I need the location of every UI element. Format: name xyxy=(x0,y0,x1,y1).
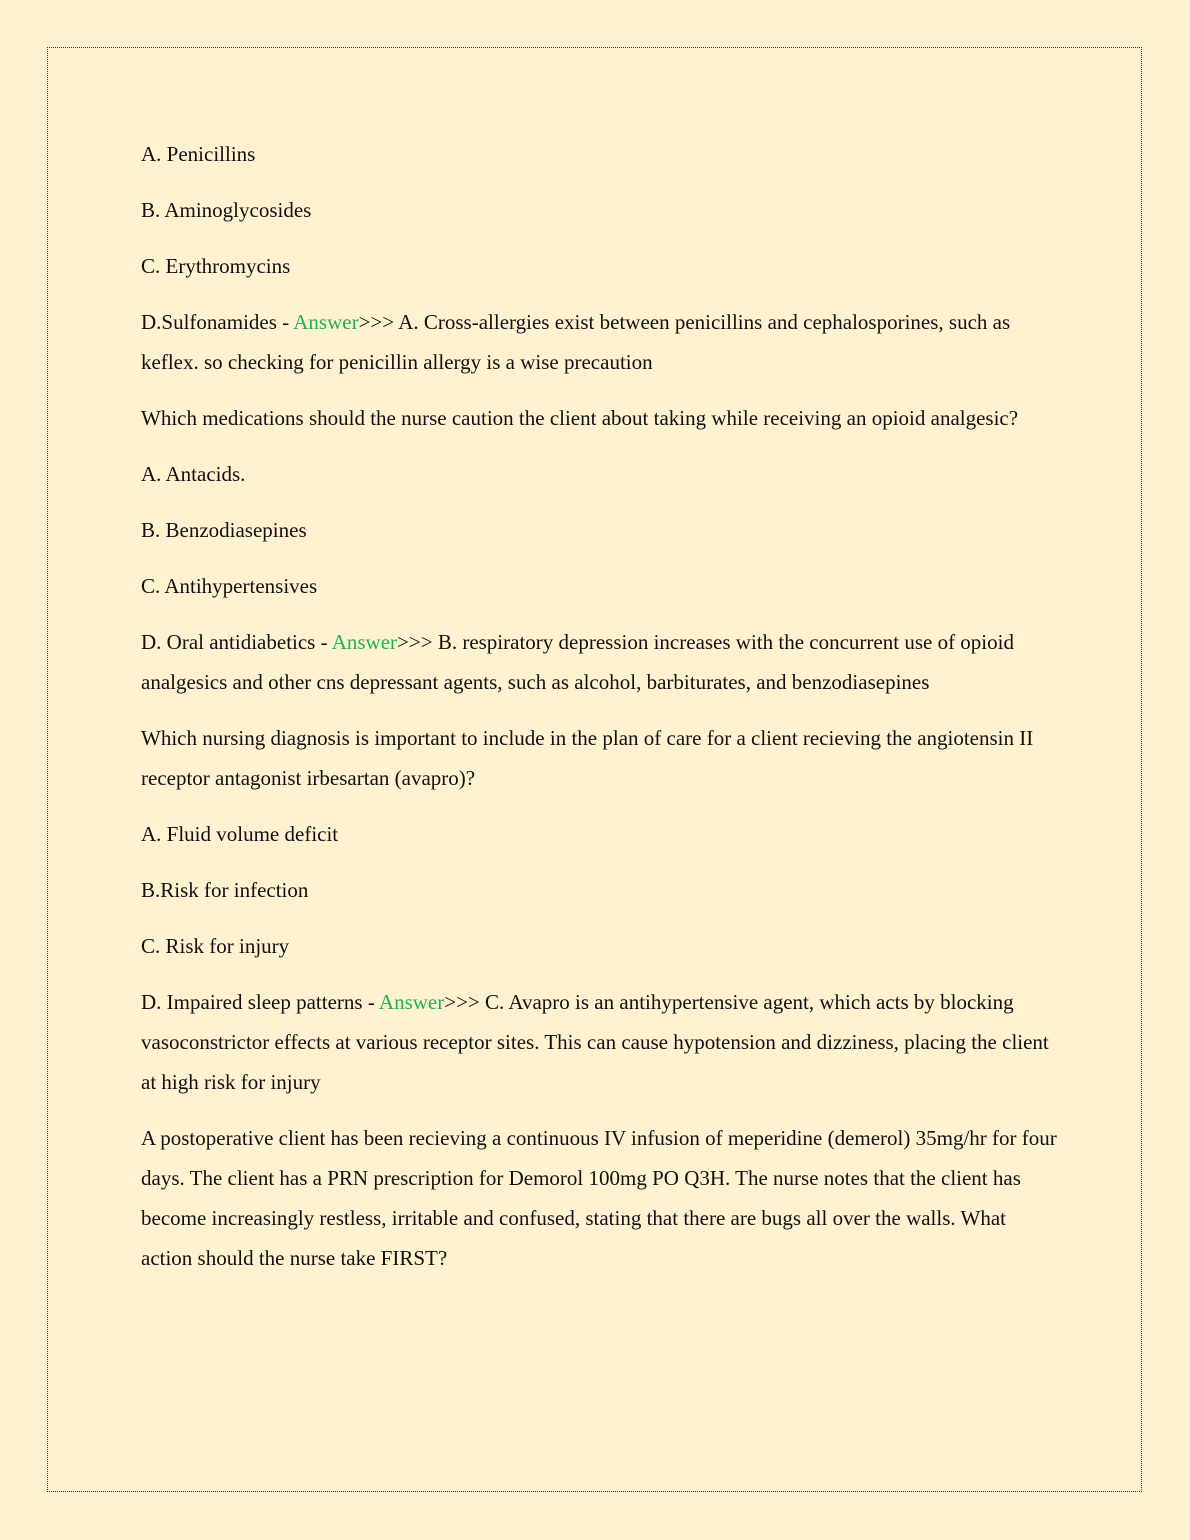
paragraph: C. Antihypertensives xyxy=(141,574,318,598)
paragraph: A. Antacids. xyxy=(141,462,246,486)
option-text: D. Oral antidiabetics - xyxy=(141,630,332,654)
answer-explanation: C. Avapro is an antihypertensive agent, which acts by blocking vasoconstrictor effects at various receptor sites. This can cause hypotension and dizziness, placing the client at high risk for injury xyxy=(141,990,1049,1094)
answer-explanation: A. Cross-allergies exist between penicillins and cephalosporines, such as keflex. so checking for penicillin allergy is a wise precaution xyxy=(141,310,1011,374)
paragraph: C. Erythromycins xyxy=(141,254,291,278)
question-text: Which nursing diagnosis is important to include in the plan of care for a client recieving the angiotensin II receptor antagonist irbesartan (avapro)? xyxy=(141,726,1034,790)
paragraph: B.Risk for infection xyxy=(141,878,309,902)
question-text: A postoperative client has been recieving a continuous IV infusion of meperidine (demerol) 35mg/hr for four days. The client has a PRN prescription for Demorol 100mg PO Q3H. The nurse notes that the client has become increasingly restless, irritable and confused, stating that there are bugs all over the walls. What action should the nurse take FIRST? xyxy=(141,1126,1057,1270)
answer-paragraph xyxy=(141,982,1061,1102)
answer-label: Answer xyxy=(378,990,445,1014)
paragraph: C. Risk for injury xyxy=(141,934,290,958)
option-text: D.Sulfonamides - xyxy=(141,310,294,334)
answer-marker: >>> xyxy=(358,310,395,334)
paragraph: B. Benzodiasepines xyxy=(141,518,307,542)
answer-marker: >>> xyxy=(444,990,480,1014)
answer-label: Answer xyxy=(293,310,359,334)
question-text: Which medications should the nurse caution the client about taking while receiving an opioid analgesic? xyxy=(141,406,1019,430)
answer-label: Answer xyxy=(331,630,398,654)
answer-explanation: B. respiratory depression increases with the concurrent use of opioid analgesics and other cns depressant agents, such as alcohol, barbiturates, and benzodiasepines xyxy=(141,630,1014,694)
answer-paragraph xyxy=(141,302,1061,382)
answer-paragraph xyxy=(141,622,1061,702)
paragraph: A. Fluid volume deficit xyxy=(141,822,339,846)
document-content xyxy=(141,134,1061,1294)
paragraph: A. Penicillins xyxy=(141,142,256,166)
paragraph: B. Aminoglycosides xyxy=(141,198,312,222)
option-text: D. Impaired sleep patterns - xyxy=(141,990,379,1014)
answer-marker: >>> xyxy=(397,630,433,654)
